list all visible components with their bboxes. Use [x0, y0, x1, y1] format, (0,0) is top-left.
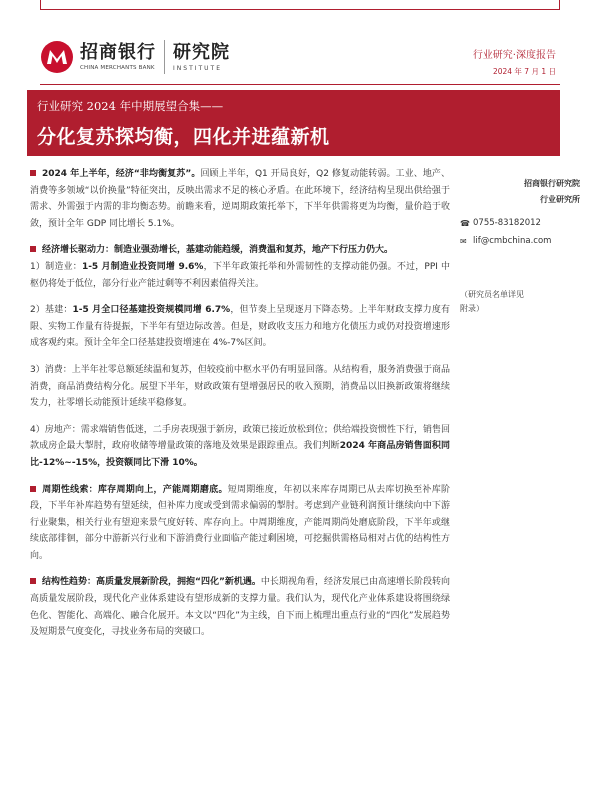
logo-name-en: CHINA MERCHANTS BANK [80, 65, 155, 71]
paragraph-overview [30, 166, 450, 232]
header-divider [40, 84, 560, 85]
org-department: 行业研究所 [540, 194, 580, 204]
paragraph-text: 中长期视角看，经济发展已由高速增长阶段转向高质量发展阶段，现代化产业体系建设有望形成新的支撑力量。我们认为，现代化产业体系建设将围绕绿色化、智能化、高端化、融合化展开。本文以“四化”为主线，自下而上梳理出重点行业的“四化”发展趋势及短期景气度变化，寻找业务布局的突破口。 [30, 577, 450, 638]
paragraph-growth-drivers [30, 242, 450, 259]
phone-number: 0755-83182012 [473, 218, 541, 228]
institute-name-en: INSTITUTE [173, 64, 223, 72]
title-banner [27, 90, 560, 156]
item-text: 上半年社零总额延续温和复苏，但较疫前中枢水平仍有明显回落。从结构看，服务消费强于商品消费，商品消费结构分化。展望下半年，财政政策有望增强居民的收入预期，消费品以旧换新政策将继续发力，社零增长动能预计延续平稳修复。 [30, 364, 450, 409]
bullet-icon [30, 246, 36, 252]
item-key-figure: 2024 年商品房销售面积同比-12%~-15%，投资额同比下滑 10%。 [30, 441, 450, 468]
paragraph-consumption [30, 362, 450, 412]
logo-name-cn: 招商银行 [80, 42, 156, 63]
note-line: 附录） [460, 304, 484, 313]
email-address: lif@cmbchina.com [473, 236, 552, 246]
item-text: ，但节奏上呈现逐月下降态势。上半年财政支撑力度有限、实物工作量有待提振，下半年有望边际改善。但是，财政收支压力和地方化债压力或仍对投资增速形成客观约束。预计全年全口径基建投资增速在 4%-7%区间。 [30, 305, 450, 349]
bullet-icon [30, 486, 36, 492]
researcher-note [460, 288, 590, 316]
bullet-icon [30, 578, 36, 584]
contact-email [460, 236, 590, 246]
paragraph-manufacturing [30, 259, 450, 292]
item-key-figure: 1-5 月全口径基建投资规模同增 6.7% [72, 305, 231, 316]
page-title: 分化复苏探均衡，四化并进蕴新机 [37, 126, 330, 148]
report-date: 2024 年 7 月 1 日 [492, 67, 556, 76]
item-head: 1）制造业： [30, 261, 82, 272]
report-body [30, 166, 450, 651]
paragraph-cycles [30, 482, 450, 565]
bullet-icon [30, 170, 36, 176]
institute-name-cn: 研究院 [173, 41, 230, 63]
item-head: 4）房地产： [30, 424, 81, 435]
cmb-logo-icon [40, 40, 74, 74]
paragraph-lead: 结构性趋势：高质量发展新阶段，拥抱“四化”新机遇。 [42, 577, 261, 588]
logo-separator [164, 40, 165, 74]
paragraph-real-estate [30, 422, 450, 472]
item-text: ，下半年政策托举和外需韧性的支撑动能仍强。不过，PPI 中枢仍将处于低位，部分行业产能过剩等不利因素值得关注。 [30, 261, 451, 289]
paragraph-lead: 周期性线索：库存周期向上，产能周期磨底。 [42, 484, 228, 495]
paragraph-text: 短周期维度，年初以来库存周期已从去库切换至补库阶段，下半年补库趋势有望延续，但补库力度或受到需求偏弱的掣肘。考虑到产业链利润预计继续向中下游行业聚集，相关行业有望迎来景气度好转、库存向上。中周期维度，产能周期尚处磨底阶段，下半年或继续底部徘徊，部分中游新兴行业和下游消费行业面临产能过剩困境，可挖掘供需格局相对占优的结构性方向。 [30, 484, 450, 561]
item-text: 需求端销售低迷，二手房表现强于新房，政策已接近放松到位；供给端投资惯性下行，销售回款成房企最大掣肘，政府收储等增量政策的落地及效果是跟踪重点。我们判断 [30, 424, 450, 452]
paragraph-infrastructure [30, 302, 450, 352]
paragraph-lead: 经济增长驱动力：制造业强劲增长，基建动能趋缓，消费温和复苏，地产下行压力仍大。 [42, 245, 394, 256]
item-head: 3）消费： [30, 364, 72, 375]
paragraph-structural-trends [30, 574, 450, 640]
top-frame [40, 0, 560, 10]
phone-icon: ☎ [460, 218, 470, 228]
note-line: （研究员名单详见 [460, 290, 524, 299]
org-name: 招商银行研究院 [524, 178, 580, 188]
banner-subtitle: 行业研究 2024 年中期展望合集—— [37, 99, 224, 113]
paragraph-lead: 2024 年上半年，经济“非均衡复苏”。 [42, 169, 201, 179]
item-head: 2）基建： [30, 305, 73, 316]
contact-phone [460, 218, 590, 228]
cmb-logo [40, 36, 230, 78]
report-type: 行业研究·深度报告 [472, 50, 556, 61]
email-icon: ✉ [460, 236, 467, 246]
item-key-figure: 1-5 月制造业投资同增 9.6% [81, 261, 204, 272]
author-org [524, 175, 580, 207]
paragraph-text: 回顾上半年，Q1 开局良好，Q2 修复动能转弱。工业、地产、消费等多领域“以价换量”特征突出，反映出需求不足的核心矛盾。在此环境下，经济结构呈现出供给强于需求、外需强于内需的非均衡态势。前瞻来看，逆周期政策托举下，下半年供需将更为均衡，量价趋于收敛，预计全年 GDP 同比增长 5.1%。 [30, 169, 451, 229]
